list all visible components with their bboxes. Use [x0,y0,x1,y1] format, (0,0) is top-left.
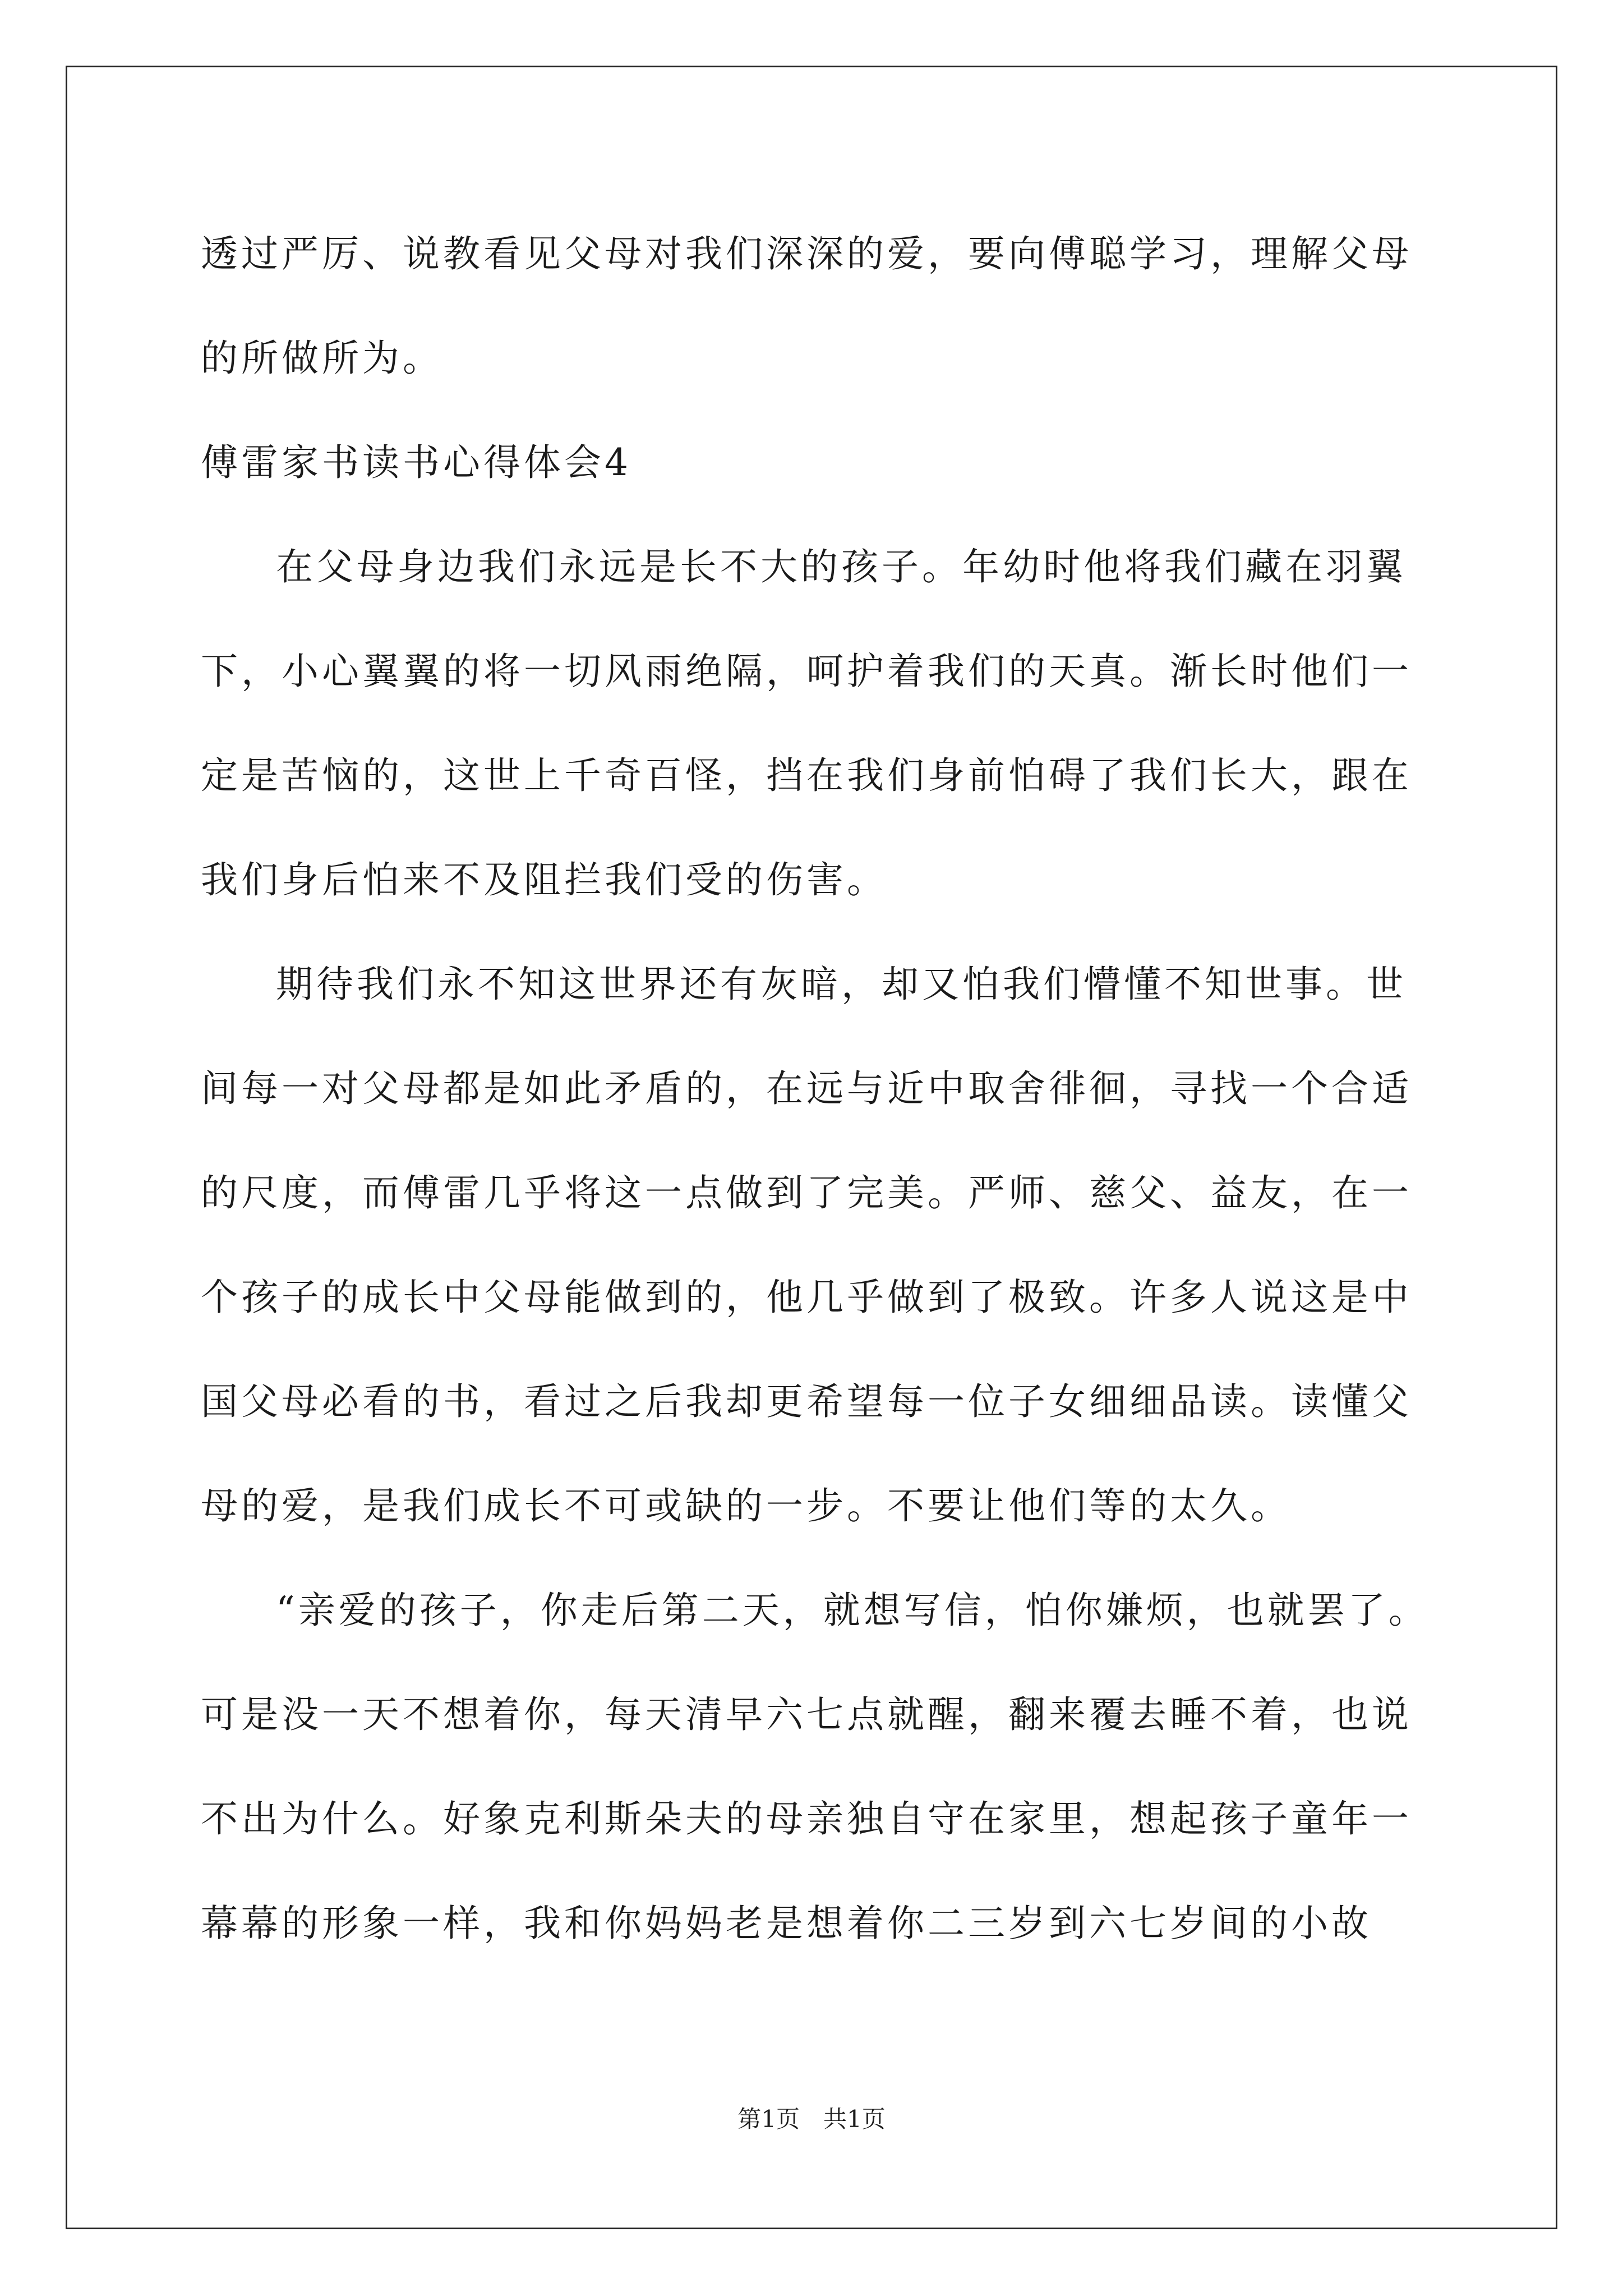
text-line: 幕幕的形象一样，我和你妈妈老是想着你二三岁到六七岁间的小故 [201,1902,1372,1945]
text-line: 期待我们永不知这世界还有灰暗，却又怕我们懵懂不知世事。世 [276,963,1407,1006]
text-line: “亲爱的孩子，你走后第二天，就想写信，怕你嫌烦，也就罢了。 [276,1589,1429,1632]
document-body [201,202,1429,1976]
text-line: 的尺度，而傅雷几乎将这一点做到了完美。严师、慈父、益友，在一 [201,1171,1412,1214]
text-line: 个孩子的成长中父母能做到的，他几乎做到了极致。许多人说这是中 [201,1276,1412,1319]
text-line: 国父母必看的书，看过之后我却更希望每一位子女细细品读。读懂父 [201,1380,1412,1423]
text-line: 透过严厉、说教看见父母对我们深深的爱，要向傅聪学习，理解父母 [201,232,1412,275]
page-number-footer: 第1页 共1页 [737,2105,886,2133]
text-line: 母的爱，是我们成长不可或缺的一步。不要让他们等的太久。 [201,1484,1291,1527]
text-line: 不出为什么。好象克利斯朵夫的母亲独自守在家里，想起孩子童年一 [201,1797,1412,1841]
text-line: 间每一对父母都是如此矛盾的，在远与近中取舍徘徊，寻找一个合适 [201,1067,1412,1110]
text-line: 定是苦恼的，这世上千奇百怪，挡在我们身前怕碍了我们长大，跟在 [201,754,1412,797]
text-line: 我们身后怕来不及阻拦我们受的伤害。 [201,858,887,901]
text-line: 在父母身边我们永远是长不大的孩子。年幼时他将我们藏在羽翼 [276,545,1407,588]
text-line: 可是没一天不想着你，每天清早六七点就醒，翻来覆去睡不着，也说 [201,1693,1412,1736]
text-line: 下，小心翼翼的将一切风雨绝隔，呵护着我们的天真。渐长时他们一 [201,650,1412,693]
section-heading: 傅雷家书读书心得体会4 [201,441,631,484]
text-line: 的所做所为。 [201,337,443,380]
